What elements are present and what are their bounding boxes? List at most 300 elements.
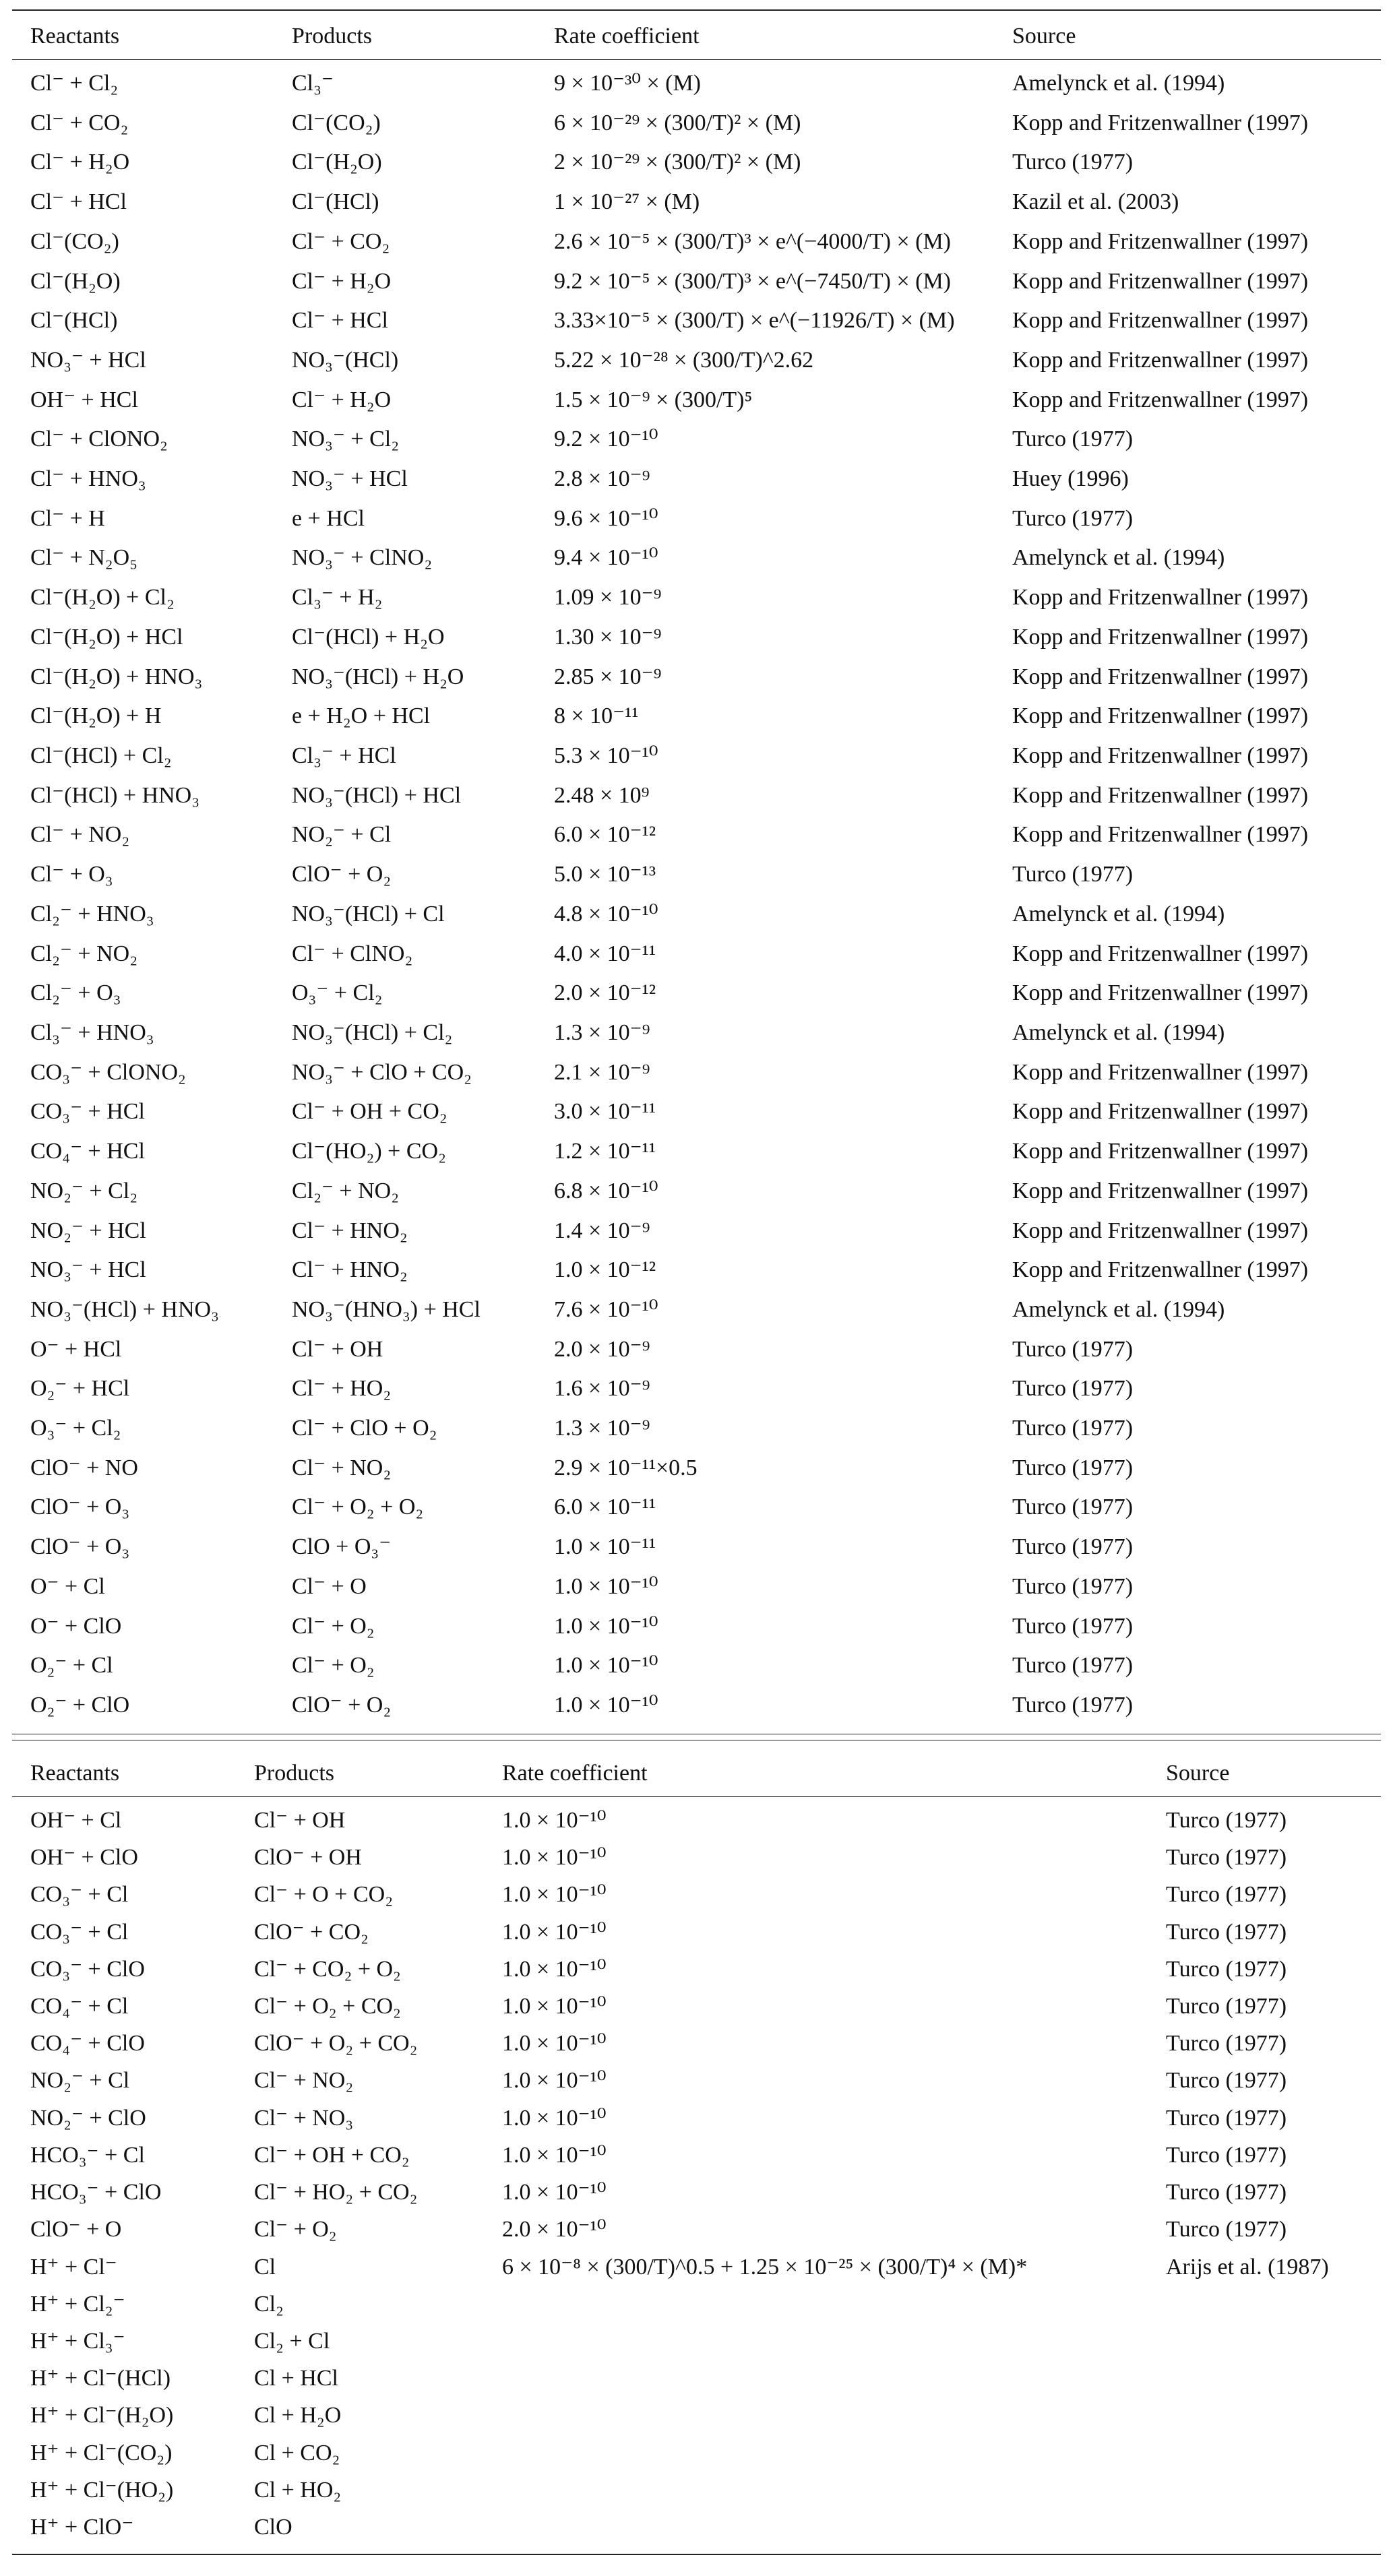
rate-cell: 1.0 × 10⁻¹⁰	[502, 2143, 607, 2168]
reactants-cell: HCO₃⁻ + ClO	[30, 2180, 162, 2205]
table-row	[0, 2398, 1393, 2433]
rate-cell: 2.9 × 10⁻¹¹×0.5	[554, 1455, 698, 1480]
rate-cell: 2.85 × 10⁻⁹	[554, 664, 662, 689]
header-products: Products	[254, 1761, 334, 1786]
products-cell: Cl⁻ + O₂	[292, 1614, 375, 1639]
products-cell: NO₃⁻(HCl) + Cl₂	[292, 1020, 453, 1045]
reactants-cell: ClO⁻ + O₃	[30, 1495, 130, 1519]
source-cell: Turco (1977)	[1166, 1882, 1287, 1907]
reactants-cell: H⁺ + Cl⁻(HCl)	[30, 2366, 171, 2391]
rate-cell: 6.0 × 10⁻¹¹	[554, 1495, 656, 1519]
reactants-cell: Cl⁻ + NO₂	[30, 822, 130, 847]
rate-cell: 1.3 × 10⁻⁹	[554, 1020, 650, 1045]
reactants-cell: Cl⁻(H₂O) + HNO₃	[30, 664, 203, 689]
products-cell: Cl⁻ + NO₃	[254, 2106, 354, 2131]
source-cell: Turco (1977)	[1012, 1534, 1134, 1559]
reactants-cell: O₂⁻ + Cl	[30, 1653, 113, 1678]
reactants-cell: NO₂⁻ + ClO	[30, 2106, 146, 2131]
source-cell: Kopp and Fritzenwallner (1997)	[1012, 664, 1309, 689]
products-cell: Cl⁻ + O₂ + CO₂	[254, 1994, 401, 2019]
products-cell: Cl₃⁻ + HCl	[292, 743, 396, 768]
table-row	[0, 1989, 1393, 2024]
rate-cell: 1.30 × 10⁻⁹	[554, 625, 662, 650]
products-cell: NO₃⁻(HCl) + Cl	[292, 902, 445, 926]
table-row	[0, 897, 1393, 932]
reactants-cell: Cl⁻(HCl) + HNO₃	[30, 783, 200, 808]
products-cell: NO₃⁻ + ClNO₂	[292, 545, 433, 570]
rate-cell: 3.33×10⁻⁵ × (300/T) × e^(−11926/T) × (M)	[554, 308, 955, 333]
table-row	[0, 1332, 1393, 1367]
rate-cell: 1.0 × 10⁻¹²	[554, 1257, 656, 1282]
reactants-cell: CO₄⁻ + HCl	[30, 1139, 145, 1164]
products-cell: ClO⁻ + CO₂	[254, 1920, 369, 1945]
table-header	[0, 1756, 1393, 1791]
reactants-cell: Cl⁻(H₂O) + HCl	[30, 625, 183, 650]
table-row	[0, 540, 1393, 575]
products-cell: Cl⁻ + O₂	[254, 2217, 337, 2242]
products-cell: Cl⁻ + O₂ + O₂	[292, 1495, 424, 1519]
products-cell: Cl⁻(H₂O)	[292, 150, 382, 175]
source-cell: Kopp and Fritzenwallner (1997)	[1012, 1179, 1309, 1203]
reactants-cell: Cl⁻ + CO₂	[30, 111, 129, 135]
header-source: Source	[1166, 1761, 1230, 1786]
source-cell: Kopp and Fritzenwallner (1997)	[1012, 269, 1309, 294]
table-row	[0, 976, 1393, 1011]
source-cell: Kopp and Fritzenwallner (1997)	[1012, 229, 1309, 254]
products-cell: Cl⁻ + OH	[292, 1337, 383, 1362]
rate-cell: 5.22 × 10⁻²⁸ × (300/T)^2.62	[554, 348, 814, 373]
source-cell: Turco (1977)	[1166, 1808, 1287, 1833]
reactants-cell: Cl₂⁻ + HNO₃	[30, 902, 154, 926]
source-cell: Turco (1977)	[1166, 2031, 1287, 2056]
table-row	[0, 1688, 1393, 1723]
rate-cell: 1.4 × 10⁻⁹	[554, 1218, 650, 1243]
table-row	[0, 2063, 1393, 2098]
reactants-cell: CO₄⁻ + Cl	[30, 1994, 129, 2019]
products-cell: Cl + HO₂	[254, 2478, 342, 2503]
table-row	[0, 817, 1393, 852]
rate-cell: 1.2 × 10⁻¹¹	[554, 1139, 656, 1164]
source-cell: Turco (1977)	[1166, 2106, 1287, 2131]
products-cell: Cl⁻ + ClNO₂	[292, 941, 413, 966]
table-row	[0, 145, 1393, 180]
products-cell: Cl⁻ + O₂	[292, 1653, 375, 1678]
products-cell: Cl⁻(HCl) + H₂O	[292, 625, 445, 650]
reactants-cell: CO₃⁻ + Cl	[30, 1882, 129, 1907]
table-row	[0, 857, 1393, 892]
reactants-cell: Cl⁻(HCl) + Cl₂	[30, 743, 172, 768]
reactants-cell: Cl₂⁻ + NO₂	[30, 941, 138, 966]
reactants-cell: ClO⁻ + O	[30, 2217, 122, 2242]
source-cell: Amelynck et al. (1994)	[1012, 545, 1225, 570]
source-cell: Turco (1977)	[1012, 1376, 1134, 1401]
table-row	[0, 1840, 1393, 1875]
table-row	[0, 66, 1393, 101]
table-header	[0, 19, 1393, 54]
products-cell: ClO + O₃⁻	[292, 1534, 392, 1559]
reactants-cell: Cl⁻ + HCl	[30, 189, 127, 214]
source-cell: Amelynck et al. (1994)	[1012, 1297, 1225, 1322]
products-cell: Cl⁻ + OH + CO₂	[292, 1099, 447, 1124]
reactants-cell: CO₃⁻ + HCl	[30, 1099, 145, 1124]
table-row	[0, 501, 1393, 536]
rate-cell: 1.0 × 10⁻¹⁰	[502, 2106, 607, 2131]
rate-cell: 1.0 × 10⁻¹⁰	[554, 1653, 658, 1678]
rate-cell: 1.6 × 10⁻⁹	[554, 1376, 650, 1401]
source-cell: Kazil et al. (2003)	[1012, 189, 1179, 214]
products-cell: e + HCl	[292, 506, 365, 531]
source-cell: Turco (1977)	[1166, 1994, 1287, 2019]
source-cell: Turco (1977)	[1012, 427, 1134, 451]
bottom-rule	[12, 2554, 1381, 2555]
table-row	[0, 2175, 1393, 2210]
source-cell: Kopp and Fritzenwallner (1997)	[1012, 1099, 1309, 1124]
table-row	[0, 1015, 1393, 1050]
products-cell: Cl + H₂O	[254, 2403, 342, 2428]
table-row	[0, 1174, 1393, 1209]
reactants-cell: Cl⁻ + H₂O	[30, 150, 130, 175]
rate-cell: 1.0 × 10⁻¹⁰	[502, 2068, 607, 2093]
source-cell: Turco (1977)	[1012, 150, 1134, 175]
source-cell: Turco (1977)	[1166, 1845, 1287, 1870]
reactants-cell: Cl⁻(HCl)	[30, 308, 118, 333]
table-row	[0, 1952, 1393, 1987]
reactants-cell: Cl⁻ + HNO₃	[30, 466, 146, 491]
rate-cell: 1.0 × 10⁻¹⁰	[554, 1693, 658, 1718]
rate-cell: 1.09 × 10⁻⁹	[554, 585, 662, 610]
products-cell: Cl⁻ + HO₂ + CO₂	[254, 2180, 418, 2205]
header-reactants: Reactants	[30, 24, 120, 49]
reactants-cell: NO₂⁻ + Cl₂	[30, 1179, 138, 1203]
products-cell: Cl₃⁻	[292, 71, 334, 96]
table-row	[0, 2287, 1393, 2322]
reactants-cell: NO₃⁻ + HCl	[30, 348, 146, 373]
reactants-cell: Cl⁻ + N₂O₅	[30, 545, 138, 570]
rate-cell: 2 × 10⁻²⁹ × (300/T)² × (M)	[554, 150, 801, 175]
products-cell: NO₃⁻(HCl) + HCl	[292, 783, 462, 808]
table-row	[0, 224, 1393, 259]
products-cell: NO₃⁻ + HCl	[292, 466, 408, 491]
table-row	[0, 1915, 1393, 1950]
products-cell: Cl⁻(CO₂)	[292, 111, 381, 135]
products-cell: Cl⁻ + HCl	[292, 308, 388, 333]
source-cell: Turco (1977)	[1012, 1455, 1134, 1480]
rate-cell: 9.2 × 10⁻¹⁰	[554, 427, 658, 451]
rate-cell: 6 × 10⁻⁸ × (300/T)^0.5 + 1.25 × 10⁻²⁵ × (300/T)⁴ × (M)*	[502, 2255, 1028, 2280]
source-cell: Turco (1977)	[1012, 1337, 1134, 1362]
table-row	[0, 1609, 1393, 1644]
source-cell: Amelynck et al. (1994)	[1012, 1020, 1225, 1045]
rate-cell: 2.0 × 10⁻¹²	[554, 980, 656, 1005]
table-row	[0, 660, 1393, 695]
reactants-cell: NO₂⁻ + Cl	[30, 2068, 130, 2093]
table-row	[0, 778, 1393, 813]
products-cell: Cl⁻ + O + CO₂	[254, 1882, 394, 1907]
header-rate-coefficient: Rate coefficient	[554, 24, 700, 49]
reactants-cell: H⁺ + Cl₂⁻	[30, 2292, 125, 2317]
reactants-cell: CO₃⁻ + ClONO₂	[30, 1060, 186, 1085]
table-row	[0, 2436, 1393, 2471]
reactants-cell: OH⁻ + HCl	[30, 387, 138, 412]
reactants-cell: H⁺ + Cl⁻(H₂O)	[30, 2403, 174, 2428]
table-row	[0, 1055, 1393, 1090]
table-row	[0, 699, 1393, 734]
products-cell: NO₃⁻(HNO₃) + HCl	[292, 1297, 481, 1322]
source-cell: Kopp and Fritzenwallner (1997)	[1012, 1060, 1309, 1085]
source-cell: Amelynck et al. (1994)	[1012, 71, 1225, 96]
reactants-cell: ClO⁻ + NO	[30, 1455, 138, 1480]
source-cell: Kopp and Fritzenwallner (1997)	[1012, 783, 1309, 808]
table-row	[0, 2473, 1393, 2508]
products-cell: Cl₂⁻ + NO₂	[292, 1179, 400, 1203]
products-cell: Cl₂	[254, 2292, 284, 2317]
source-cell: Turco (1977)	[1166, 2180, 1287, 2205]
source-cell: Turco (1977)	[1012, 1495, 1134, 1519]
rate-cell: 2.1 × 10⁻⁹	[554, 1060, 650, 1085]
products-cell: Cl⁻ + CO₂	[292, 229, 390, 254]
table-row	[0, 2138, 1393, 2173]
rate-cell: 9.6 × 10⁻¹⁰	[554, 506, 658, 531]
reactants-cell: H⁺ + Cl₃⁻	[30, 2329, 125, 2354]
source-cell: Kopp and Fritzenwallner (1997)	[1012, 387, 1309, 412]
source-cell: Kopp and Fritzenwallner (1997)	[1012, 308, 1309, 333]
rate-cell: 1.0 × 10⁻¹⁰	[502, 1957, 607, 1982]
table-row	[0, 462, 1393, 497]
products-cell: e + H₂O + HCl	[292, 703, 431, 728]
source-cell: Arijs et al. (1987)	[1166, 2255, 1329, 2280]
table-row	[0, 620, 1393, 655]
table-row	[0, 1877, 1393, 1912]
source-cell: Kopp and Fritzenwallner (1997)	[1012, 743, 1309, 768]
source-cell: Turco (1977)	[1012, 862, 1134, 887]
products-cell: Cl⁻ + O	[292, 1574, 367, 1599]
source-cell: Kopp and Fritzenwallner (1997)	[1012, 980, 1309, 1005]
rate-cell: 2.48 × 10⁹	[554, 783, 650, 808]
table-row	[0, 106, 1393, 141]
source-cell: Turco (1977)	[1166, 1957, 1287, 1982]
table-row	[0, 2324, 1393, 2359]
rate-cell: 1.0 × 10⁻¹⁰	[502, 2031, 607, 2056]
reactants-cell: Cl⁻(H₂O)	[30, 269, 121, 294]
rate-cell: 1.3 × 10⁻⁹	[554, 1416, 650, 1441]
reactants-cell: OH⁻ + ClO	[30, 1845, 138, 1870]
rate-cell: 7.6 × 10⁻¹⁰	[554, 1297, 658, 1322]
table-row	[0, 1292, 1393, 1327]
rate-cell: 2.8 × 10⁻⁹	[554, 466, 650, 491]
products-cell: Cl⁻ + NO₂	[292, 1455, 392, 1480]
rate-cell: 1.0 × 10⁻¹⁰	[502, 1920, 607, 1945]
reactants-cell: O₂⁻ + HCl	[30, 1376, 130, 1401]
rate-cell: 9.2 × 10⁻⁵ × (300/T)³ × e^(−7450/T) × (M)	[554, 269, 952, 294]
reactants-cell: Cl⁻(CO₂)	[30, 229, 119, 254]
products-cell: Cl⁻ + OH	[254, 1808, 346, 1833]
table-row	[0, 580, 1393, 615]
source-cell: Turco (1977)	[1012, 1574, 1134, 1599]
products-cell: Cl⁻ + CO₂ + O₂	[254, 1957, 401, 1982]
source-cell: Kopp and Fritzenwallner (1997)	[1012, 822, 1309, 847]
products-cell: NO₃⁻ + Cl₂	[292, 427, 400, 451]
rate-cell: 1 × 10⁻²⁷ × (M)	[554, 189, 700, 214]
rate-cell: 1.0 × 10⁻¹⁰	[502, 2180, 607, 2205]
products-cell: NO₂⁻ + Cl	[292, 822, 392, 847]
table-row	[0, 1134, 1393, 1169]
rate-cell: 9.4 × 10⁻¹⁰	[554, 545, 658, 570]
table-row	[0, 1803, 1393, 1838]
rate-cell: 6 × 10⁻²⁹ × (300/T)² × (M)	[554, 111, 801, 135]
source-cell: Kopp and Fritzenwallner (1997)	[1012, 1139, 1309, 1164]
products-cell: Cl⁻ + HNO₂	[292, 1257, 408, 1282]
table-row	[0, 2026, 1393, 2061]
source-cell: Kopp and Fritzenwallner (1997)	[1012, 348, 1309, 373]
products-cell: ClO	[254, 2515, 292, 2540]
reactants-cell: NO₃⁻ + HCl	[30, 1257, 146, 1282]
products-cell: Cl⁻ + ClO + O₂	[292, 1416, 437, 1441]
products-cell: Cl⁻ + NO₂	[254, 2068, 354, 2093]
table-row	[0, 2212, 1393, 2247]
rate-cell: 3.0 × 10⁻¹¹	[554, 1099, 656, 1124]
reactants-cell: CO₄⁻ + ClO	[30, 2031, 145, 2056]
source-cell: Turco (1977)	[1012, 1614, 1134, 1639]
table-row	[0, 383, 1393, 418]
header-rule	[12, 59, 1381, 60]
products-cell: NO₃⁻(HCl)	[292, 348, 399, 373]
rate-cell: 1.0 × 10⁻¹⁰	[554, 1614, 658, 1639]
reactants-cell: OH⁻ + Cl	[30, 1808, 122, 1833]
source-cell: Kopp and Fritzenwallner (1997)	[1012, 1257, 1309, 1282]
rate-cell: 4.0 × 10⁻¹¹	[554, 941, 656, 966]
table-row	[0, 2361, 1393, 2396]
reactants-cell: H⁺ + Cl⁻(CO₂)	[30, 2441, 173, 2465]
table-row	[0, 2250, 1393, 2285]
reactants-cell: O⁻ + Cl	[30, 1574, 105, 1599]
source-cell: Kopp and Fritzenwallner (1997)	[1012, 111, 1309, 135]
table-row	[0, 1648, 1393, 1683]
source-cell: Turco (1977)	[1166, 1920, 1287, 1945]
rate-cell: 2.6 × 10⁻⁵ × (300/T)³ × e^(−4000/T) × (M)	[554, 229, 952, 254]
source-cell: Turco (1977)	[1166, 2143, 1287, 2168]
source-cell: Kopp and Fritzenwallner (1997)	[1012, 1218, 1309, 1243]
source-cell: Huey (1996)	[1012, 466, 1129, 491]
reactants-cell: CO₃⁻ + Cl	[30, 1920, 129, 1945]
products-cell: ClO⁻ + O₂	[292, 1693, 392, 1718]
table-row	[0, 1569, 1393, 1604]
header-rate-coefficient: Rate coefficient	[502, 1761, 648, 1786]
products-cell: ClO⁻ + OH	[254, 1845, 362, 1870]
products-cell: NO₃⁻(HCl) + H₂O	[292, 664, 464, 689]
products-cell: Cl₂ + Cl	[254, 2329, 330, 2354]
rate-cell: 2.0 × 10⁻¹⁰	[502, 2217, 607, 2242]
products-cell: Cl₃⁻ + H₂	[292, 585, 383, 610]
reactants-cell: Cl⁻(H₂O) + Cl₂	[30, 585, 175, 610]
rate-cell: 5.0 × 10⁻¹³	[554, 862, 656, 887]
products-cell: Cl⁻ + HO₂	[292, 1376, 392, 1401]
table-row	[0, 937, 1393, 972]
source-cell: Amelynck et al. (1994)	[1012, 902, 1225, 926]
source-cell: Turco (1977)	[1012, 506, 1134, 531]
rate-cell: 1.0 × 10⁻¹⁰	[502, 1808, 607, 1833]
header-rule	[12, 1796, 1381, 1797]
top-rule	[12, 9, 1381, 11]
products-cell: Cl⁻ + H₂O	[292, 269, 392, 294]
reactants-cell: O₂⁻ + ClO	[30, 1693, 130, 1718]
rate-cell: 5.3 × 10⁻¹⁰	[554, 743, 658, 768]
table-row	[0, 422, 1393, 457]
rate-cell: 1.0 × 10⁻¹¹	[554, 1534, 656, 1559]
reactants-cell: O₃⁻ + Cl₂	[30, 1416, 121, 1441]
reactants-cell: H⁺ + Cl⁻	[30, 2255, 117, 2280]
rate-cell: 2.0 × 10⁻⁹	[554, 1337, 650, 1362]
table-row	[0, 343, 1393, 378]
products-cell: Cl⁻(HCl)	[292, 189, 379, 214]
table-row	[0, 1411, 1393, 1446]
table-row	[0, 2510, 1393, 2545]
table-row	[0, 1490, 1393, 1525]
source-cell: Turco (1977)	[1012, 1653, 1134, 1678]
table-row	[0, 1214, 1393, 1249]
reactants-cell: Cl₃⁻ + HNO₃	[30, 1020, 154, 1045]
rate-cell: 1.0 × 10⁻¹⁰	[554, 1574, 658, 1599]
header-products: Products	[292, 24, 372, 49]
source-cell: Turco (1977)	[1166, 2068, 1287, 2093]
source-cell: Turco (1977)	[1166, 2217, 1287, 2242]
products-cell: Cl⁻ + OH + CO₂	[254, 2143, 410, 2168]
reactants-cell: O⁻ + HCl	[30, 1337, 122, 1362]
source-cell: Kopp and Fritzenwallner (1997)	[1012, 625, 1309, 650]
reactants-cell: Cl⁻ + ClONO₂	[30, 427, 168, 451]
header-reactants: Reactants	[30, 1761, 120, 1786]
rate-cell: 9 × 10⁻³⁰ × (M)	[554, 71, 701, 96]
reactants-cell: NO₂⁻ + HCl	[30, 1218, 146, 1243]
source-cell: Kopp and Fritzenwallner (1997)	[1012, 703, 1309, 728]
header-source: Source	[1012, 24, 1076, 49]
products-cell: Cl + HCl	[254, 2366, 338, 2391]
source-cell: Kopp and Fritzenwallner (1997)	[1012, 941, 1309, 966]
reactants-cell: Cl⁻ + Cl₂	[30, 71, 119, 96]
table-row	[0, 303, 1393, 338]
reactants-cell: ClO⁻ + O₃	[30, 1534, 130, 1559]
rate-cell: 1.0 × 10⁻¹⁰	[502, 1845, 607, 1870]
reactants-cell: HCO₃⁻ + Cl	[30, 2143, 145, 2168]
products-cell: Cl⁻ + HNO₂	[292, 1218, 408, 1243]
source-cell: Turco (1977)	[1012, 1416, 1134, 1441]
reactants-cell: H⁺ + Cl⁻(HO₂)	[30, 2478, 174, 2503]
reactants-cell: O⁻ + ClO	[30, 1614, 122, 1639]
table-row	[0, 1094, 1393, 1129]
table-row	[0, 1530, 1393, 1565]
source-cell: Kopp and Fritzenwallner (1997)	[1012, 585, 1309, 610]
rate-cell: 1.5 × 10⁻⁹ × (300/T)⁵	[554, 387, 753, 412]
table-row	[0, 1253, 1393, 1288]
reactants-cell: Cl⁻ + H	[30, 506, 105, 531]
products-cell: Cl⁻(HO₂) + CO₂	[292, 1139, 446, 1164]
reactants-cell: H⁺ + ClO⁻	[30, 2515, 134, 2540]
rate-cell: 1.0 × 10⁻¹⁰	[502, 1994, 607, 2019]
products-cell: Cl⁻ + H₂O	[292, 387, 392, 412]
reactants-cell: NO₃⁻(HCl) + HNO₃	[30, 1297, 219, 1322]
products-cell: O₃⁻ + Cl₂	[292, 980, 383, 1005]
rate-cell: 6.0 × 10⁻¹²	[554, 822, 656, 847]
table-row	[0, 264, 1393, 299]
products-cell: Cl + CO₂	[254, 2441, 340, 2465]
table-row	[0, 1371, 1393, 1406]
table-row	[0, 185, 1393, 220]
products-cell: ClO⁻ + O₂ + CO₂	[254, 2031, 418, 2056]
reactants-cell: Cl⁻ + O₃	[30, 862, 113, 887]
rate-cell: 1.0 × 10⁻¹⁰	[502, 1882, 607, 1907]
products-cell: ClO⁻ + O₂	[292, 862, 392, 887]
products-cell: Cl	[254, 2255, 276, 2280]
table-row	[0, 1451, 1393, 1486]
